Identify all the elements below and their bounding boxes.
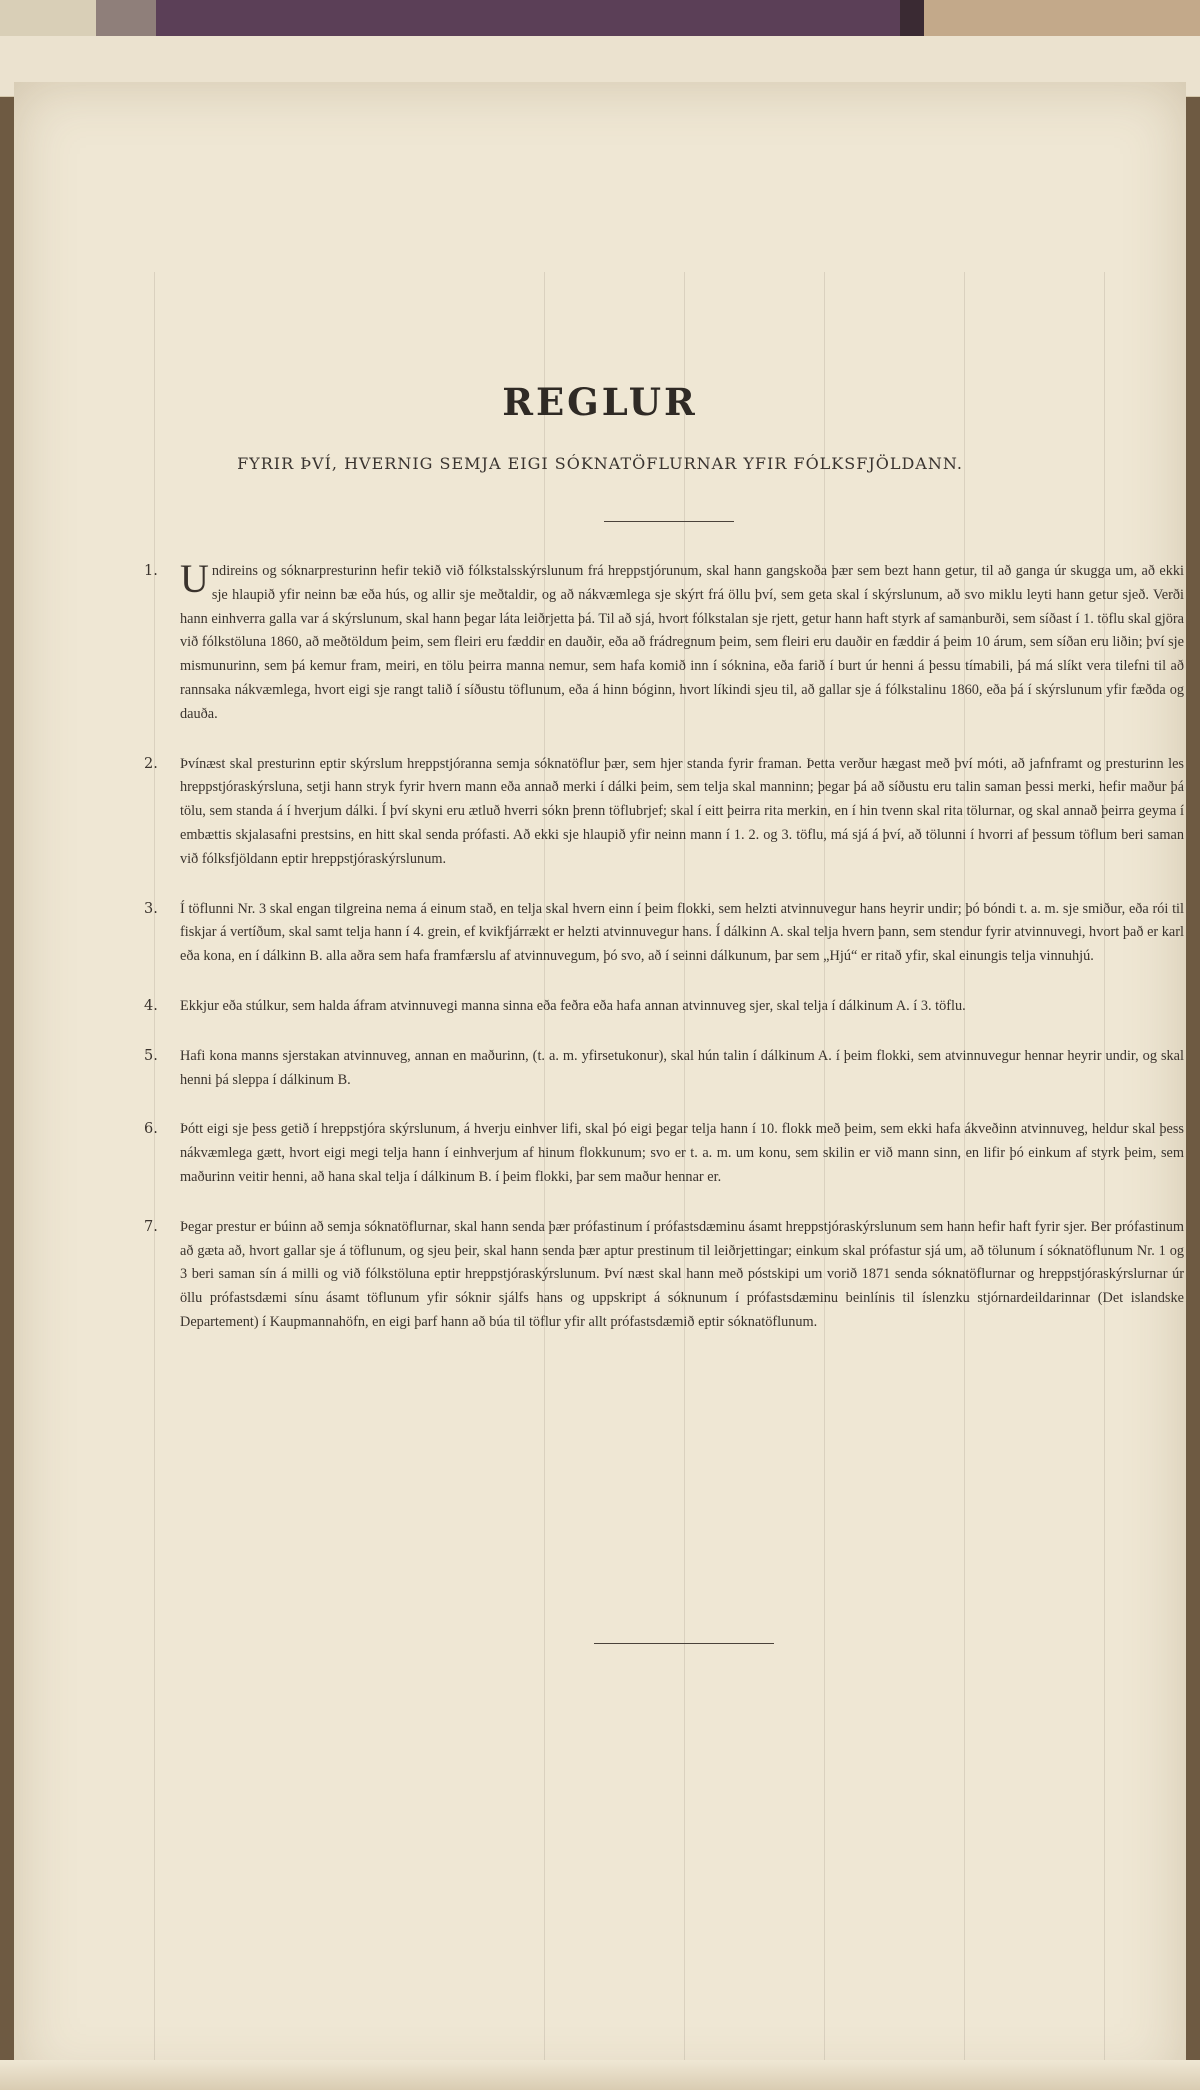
divider-top [604, 521, 734, 522]
rule-text: Ekkjur eða stúlkur, sem halda áfram atvinnuvegi manna sinna eða feðra eða hafa annan atvinnuveg sjer, skal telja í dálkinum A. í 3. töflu. [180, 997, 966, 1014]
rule-number: 7. [144, 1218, 158, 1235]
rule-text: Í töflunni Nr. 3 skal engan tilgreina nema á einum stað, en telja skal hvern einn í þeim flokki, sem helzti atvinnuvegur hans heyrir undir; þó bóndi t. a. m. sje smiður, eða rói til fiskjar á vertíðum, skal samt telja hann í 4. grein, ef kvikfjárrækt er helzti atvinnuvegur hans. Í dálkinn A. skal telja hvern þann, sem stendur fyrir atvinnuvegi, hvort það er karl eða kona, en í dálkinn B. alla aðra sem hafa framfærslu af atvinnuvegum, þó svo, að í seinni dálkunum, þar sem „Hjú“ er ritað yfir, skal einungis telja vinnuhjú. [180, 900, 1184, 965]
document-title: REGLUR [502, 380, 698, 424]
document-subtitle: FYRIR ÞVÍ, HVERNIG SEMJA EIGI SÓKNATÖFLURNAR YFIR FÓLKSFJÖLDANN. [237, 454, 963, 473]
rules-list [144, 556, 1184, 1361]
rule-number: 6. [144, 1121, 158, 1138]
rule-item [144, 995, 1184, 1019]
rule-text: Þótt eigi sje þess getið í hreppstjóra skýrslunum, á hverju einhver lifi, skal þó eigi þegar telja hann í 10. flokk með þeim, sem ekki hafa ákveðinn atvinnuveg, heldur skal þess nákvæmlega gætt, hvort eigi megi telja hann í einhverjum af hinum flokkunum; svo er t. a. m. um konu, sem skilin er við mann sinn, en lifir þó einkum af styrk þeim, sem maðurinn veitir henni, að hana skal telja í dálkinum B. í þeim flokki, þar sem maður hennar er. [180, 1121, 1184, 1185]
rule-item [144, 1045, 1184, 1093]
rule-item [144, 898, 1184, 969]
page-bottom-edge [0, 2060, 1200, 2090]
rule-text: Þvínæst skal presturinn eptir skýrslum hreppstjóranna semja sóknatöflur þær, sem hjer standa fyrir framan. Þetta verður hægast með því móti, að jafnframt og presturinn les hreppstjóraskýrsluna, setji hann stryk fyrir hvern mann eða annað merki í dálki þeim, sem telja skal manninn; þegar þá að síðustu eru talin saman þessi merki, hefir maður þá tölu, sem standa á í hverjum dálki. Í því skyni eru ætluð hverri sókn þrenn töflubrjef; skal í eitt þeirra rita merkin, en í hin tvenn skal rita tölurnar, og skal annað þeirra geyma í embættis skjalasafni prestsins, en hitt skal senda prófasti. Að ekki sje hlaupið yfir neinn mann í 1. 2. og 3. töflu, má sjá á því, að tölunni í hvorri af þessum töflum beri saman við fólksfjöldann eptir hreppstjóraskýrslunum. [180, 755, 1184, 867]
rule-text: Undireins og sóknarpresturinn hefir tekið við fólkstalsskýrslunum frá hreppstjórunum, skal hann gangskoða þær sem bezt hann getur, til að ganga úr skugga um, að ekki sje hlaupið yfir neinn bæ eða hús, og allir sje meðtaldir, og að nákvæmlega sje skýrt frá öllu því, sem geta skal í skýrslunum, að svo miklu leyti hann getur sjeð. Verði hann einhverra galla var á skýrslunum, skal hann þegar láta leiðrjetta þá. Til að sjá, hvort fólkstalan sje rjett, getur hann haft styrk af samanburði, sem síðast í 1. töflu skal gjöra við fólkstöluna 1860, að meðtöldum þeim, sem fleiri eru fæddir en dauðir, eða að frádregnum þeim, sem fleiri eru dauðir en fæddir á þeim 10 árum, sem síðan eru liðin; því sje mismunurinn, sem þá kemur fram, meiri, en tölu þeirra manna nemur, sem hafa komið inn í sóknina, eða farið í burt úr henni á þessu tímabili, þá má slíkt vera tilefni til að rannsaka nákvæmlega, hvort eigi sje rangt talið í síðustu töflunum, eða á hinn bóginn, hvort líkindi sjeu til, að gallar sje á fólkstalinu 1860, eða þá í skýrslunum yfir fæðda og dauða. [180, 556, 1184, 722]
book-binding [0, 0, 1200, 40]
document-page [14, 82, 1186, 2090]
rule-number: 3. [144, 900, 158, 917]
rule-text: Þegar prestur er búinn að semja sóknatöflurnar, skal hann senda þær prófastinum í prófastsdæminu ásamt hreppstjóraskýrslunum sem hann hefir haft fyrir sjer. Ber prófastinum að gæta að, hvort gallar sje á töflunum, og sjeu þeir, skal hann senda þær aptur prestinum til leiðrjettingar; einkum skal prófastur sjá um, að tölunum í sóknatöflunum Nr. 1 og 3 beri saman sín á milli og við fólkstöluna eptir hreppstjóraskýrslunum. Því næst skal hann með póstskipi um vorið 1871 senda sóknatöflurnar og hreppstjóraskýrslurnar úr öllu prófastsdæmi sínu ásamt töflunum yfir sóknir sjálfs hans og uppskript á sóknunum í prófastsdæminu beinlínis til íslenzku stjórnardeildarinnar (Det islandske Departement) í Kaupmannahöfn, en eigi þarf hann að búa til töflur yfir allt prófastsdæmið eptir sóknatöflunum. [180, 1218, 1184, 1330]
rule-item [144, 556, 1184, 727]
divider-bottom [594, 1643, 774, 1644]
rule-item [144, 753, 1184, 872]
rule-item [144, 1118, 1184, 1189]
rule-number: 1. [144, 563, 158, 579]
rule-number: 2. [144, 755, 158, 772]
rule-text: Hafi kona manns sjerstakan atvinnuveg, annan en maðurinn, (t. a. m. yfirsetukonur), skal hún talin í dálkinum A. í þeim flokki, sem atvinnuvegur hennar heyrir undir, og skal henni þá sleppa í dálkinum B. [180, 1047, 1184, 1088]
rule-number: 5. [144, 1047, 158, 1064]
rule-item [144, 1216, 1184, 1335]
rule-number: 4. [144, 997, 158, 1014]
